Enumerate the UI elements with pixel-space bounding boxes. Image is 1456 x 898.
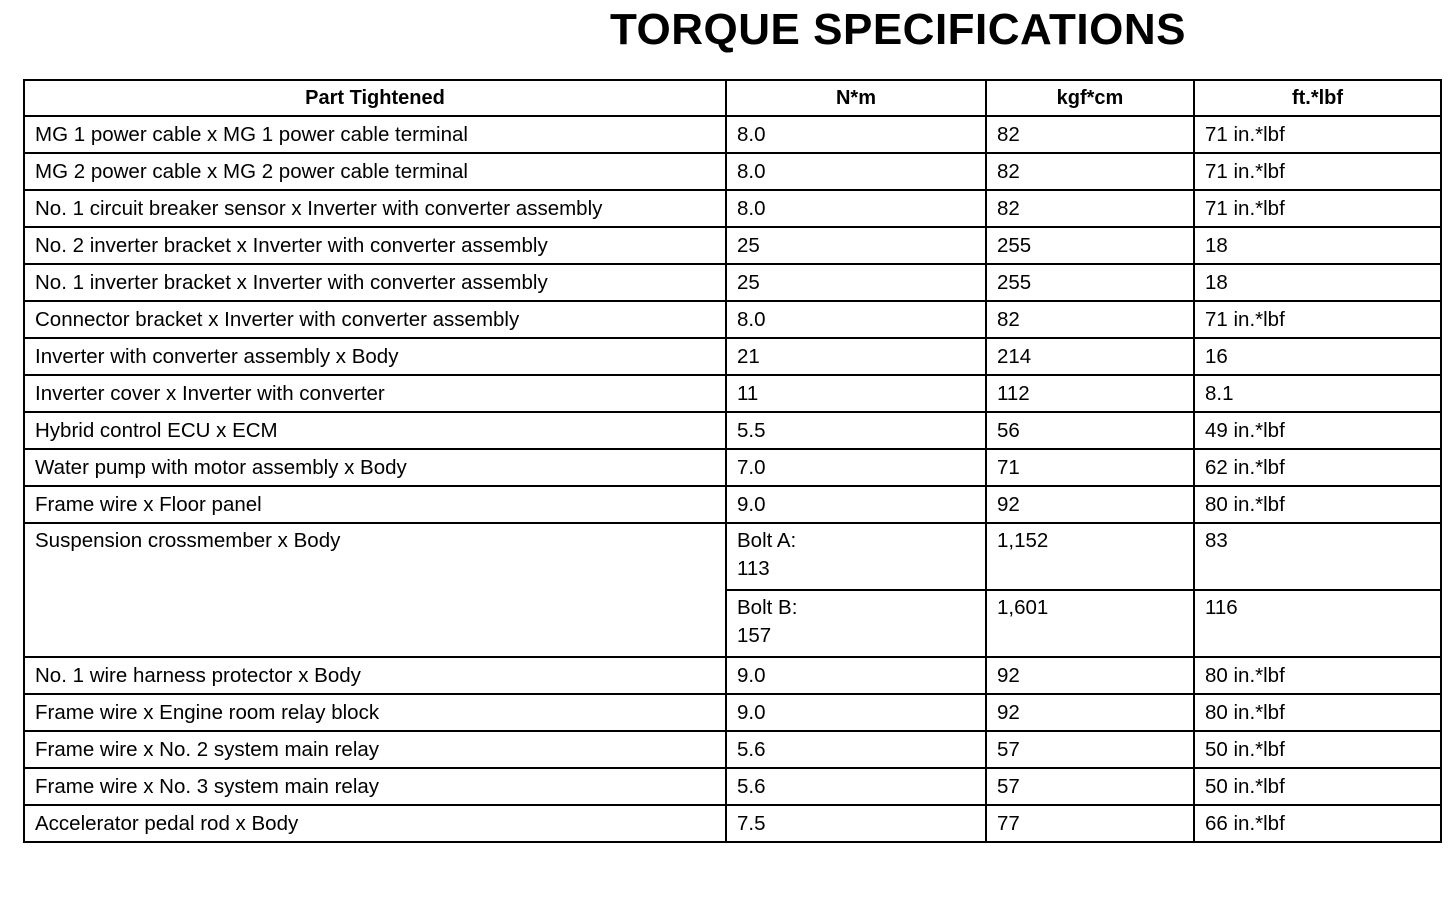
- cell-kgf-cm: 82: [986, 116, 1194, 153]
- table-row: [24, 768, 1441, 805]
- table-row: [24, 486, 1441, 523]
- cell-part: MG 1 power cable x MG 1 power cable terminal: [24, 116, 726, 153]
- cell-part: Frame wire x No. 2 system main relay: [24, 731, 726, 768]
- cell-nm: 7.5: [726, 805, 986, 842]
- cell-kgf-cm: 1,601: [986, 590, 1194, 657]
- cell-kgf-cm: 255: [986, 227, 1194, 264]
- table-row: [24, 694, 1441, 731]
- cell-kgf-cm: 82: [986, 153, 1194, 190]
- cell-nm: 25: [726, 264, 986, 301]
- cell-part: Frame wire x Floor panel: [24, 486, 726, 523]
- table-row: [24, 338, 1441, 375]
- cell-nm: 25: [726, 227, 986, 264]
- cell-part: Frame wire x No. 3 system main relay: [24, 768, 726, 805]
- cell-nm: 8.0: [726, 301, 986, 338]
- cell-part: Frame wire x Engine room relay block: [24, 694, 726, 731]
- cell-part: Inverter with converter assembly x Body: [24, 338, 726, 375]
- cell-nm: 5.6: [726, 731, 986, 768]
- cell-nm: 9.0: [726, 694, 986, 731]
- cell-kgf-cm: 77: [986, 805, 1194, 842]
- cell-nm: 9.0: [726, 657, 986, 694]
- cell-ft-lbf: 71 in.*lbf: [1194, 190, 1441, 227]
- cell-nm: 8.0: [726, 116, 986, 153]
- cell-ft-lbf: 116: [1194, 590, 1441, 657]
- table-row: [24, 264, 1441, 301]
- cell-part: Accelerator pedal rod x Body: [24, 805, 726, 842]
- cell-nm: 8.0: [726, 190, 986, 227]
- cell-kgf-cm: 57: [986, 731, 1194, 768]
- cell-kgf-cm: 92: [986, 657, 1194, 694]
- cell-part: Inverter cover x Inverter with converter: [24, 375, 726, 412]
- header-ft-lbf: ft.*lbf: [1194, 80, 1441, 116]
- cell-nm: 9.0: [726, 486, 986, 523]
- cell-ft-lbf: 50 in.*lbf: [1194, 731, 1441, 768]
- cell-ft-lbf: 71 in.*lbf: [1194, 301, 1441, 338]
- table-row: [24, 227, 1441, 264]
- table-header-row: [24, 80, 1441, 116]
- cell-nm: 21: [726, 338, 986, 375]
- table-row: [24, 301, 1441, 338]
- cell-kgf-cm: 82: [986, 301, 1194, 338]
- cell-ft-lbf: 71 in.*lbf: [1194, 116, 1441, 153]
- bolt-b-label: Bolt B:: [737, 596, 798, 619]
- cell-part: Connector bracket x Inverter with converter assembly: [24, 301, 726, 338]
- cell-part: No. 1 circuit breaker sensor x Inverter with converter assembly: [24, 190, 726, 227]
- cell-nm-bolt-a: [726, 523, 986, 590]
- cell-nm: 7.0: [726, 449, 986, 486]
- torque-spec-table: [23, 79, 1442, 843]
- cell-ft-lbf: 18: [1194, 264, 1441, 301]
- cell-kgf-cm: 82: [986, 190, 1194, 227]
- cell-kgf-cm: 92: [986, 486, 1194, 523]
- cell-kgf-cm: 255: [986, 264, 1194, 301]
- cell-part: MG 2 power cable x MG 2 power cable terminal: [24, 153, 726, 190]
- cell-ft-lbf: 80 in.*lbf: [1194, 657, 1441, 694]
- cell-ft-lbf: 16: [1194, 338, 1441, 375]
- table-row: [24, 375, 1441, 412]
- header-part-tightened: Part Tightened: [24, 80, 726, 116]
- cell-part: No. 1 wire harness protector x Body: [24, 657, 726, 694]
- cell-kgf-cm: 92: [986, 694, 1194, 731]
- cell-ft-lbf: 71 in.*lbf: [1194, 153, 1441, 190]
- cell-ft-lbf: 80 in.*lbf: [1194, 486, 1441, 523]
- cell-nm: 8.0: [726, 153, 986, 190]
- page-title: TORQUE SPECIFICATIONS: [609, 5, 1187, 54]
- cell-nm: 5.6: [726, 768, 986, 805]
- cell-ft-lbf: 62 in.*lbf: [1194, 449, 1441, 486]
- cell-nm-bolt-b: [726, 590, 986, 657]
- bolt-b-nm: 157: [737, 624, 772, 647]
- cell-kgf-cm: 214: [986, 338, 1194, 375]
- cell-ft-lbf: 8.1: [1194, 375, 1441, 412]
- cell-ft-lbf: 18: [1194, 227, 1441, 264]
- header-kgf-cm: kgf*cm: [986, 80, 1194, 116]
- header-nm: N*m: [726, 80, 986, 116]
- table-row: [24, 190, 1441, 227]
- table-row: [24, 731, 1441, 768]
- cell-nm: 11: [726, 375, 986, 412]
- table-row: [24, 412, 1441, 449]
- bolt-a-label: Bolt A:: [737, 529, 797, 552]
- table-row-suspension-bolt-a: [24, 523, 1441, 590]
- table-row: [24, 657, 1441, 694]
- table-row: [24, 805, 1441, 842]
- cell-kgf-cm: 56: [986, 412, 1194, 449]
- cell-ft-lbf: 66 in.*lbf: [1194, 805, 1441, 842]
- table-row: [24, 449, 1441, 486]
- cell-part: No. 1 inverter bracket x Inverter with converter assembly: [24, 264, 726, 301]
- cell-ft-lbf: 49 in.*lbf: [1194, 412, 1441, 449]
- cell-kgf-cm: 1,152: [986, 523, 1194, 590]
- cell-ft-lbf: 50 in.*lbf: [1194, 768, 1441, 805]
- cell-kgf-cm: 112: [986, 375, 1194, 412]
- cell-ft-lbf: 83: [1194, 523, 1441, 590]
- cell-part: Water pump with motor assembly x Body: [24, 449, 726, 486]
- cell-part: Suspension crossmember x Body: [24, 523, 726, 657]
- cell-kgf-cm: 57: [986, 768, 1194, 805]
- cell-kgf-cm: 71: [986, 449, 1194, 486]
- cell-part: No. 2 inverter bracket x Inverter with converter assembly: [24, 227, 726, 264]
- bolt-a-nm: 113: [737, 557, 770, 580]
- table-row: [24, 116, 1441, 153]
- cell-ft-lbf: 80 in.*lbf: [1194, 694, 1441, 731]
- cell-nm: 5.5: [726, 412, 986, 449]
- table-row: [24, 153, 1441, 190]
- cell-part: Hybrid control ECU x ECM: [24, 412, 726, 449]
